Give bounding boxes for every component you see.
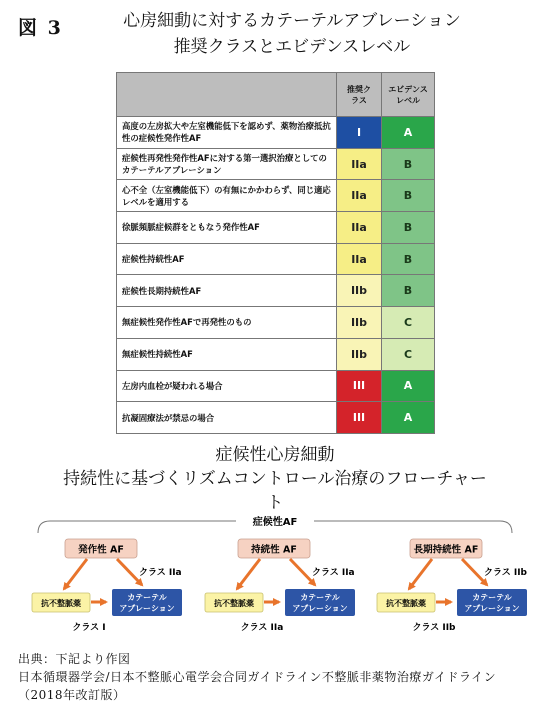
figure-label: 図 3 (18, 17, 63, 39)
flowchart (0, 505, 550, 645)
row-description: 徐脈頻脈症候群をともなう発作性AF (117, 212, 337, 244)
row-evidence: B (382, 212, 435, 244)
bracket-right (314, 521, 512, 533)
flow-column (32, 539, 182, 633)
flow-arrow-left (237, 559, 260, 589)
row-description: 抗凝固療法が禁忌の場合 (117, 402, 337, 434)
flow-bottom-class: クラス I (72, 623, 106, 633)
table-row (117, 117, 435, 149)
row-evidence: C (382, 307, 435, 339)
row-description: 無症候性発作性AFで再発性のもの (117, 307, 337, 339)
flow-top-label: 長期持続性 AF (413, 544, 479, 556)
row-class: IIb (337, 338, 382, 370)
table-row (117, 148, 435, 180)
row-class: IIb (337, 275, 382, 307)
row-evidence: A (382, 402, 435, 434)
row-class: IIa (337, 243, 382, 275)
flow-top-label: 発作性 AF (78, 544, 124, 556)
flow-right-class: クラス IIa (139, 568, 182, 578)
flow-ablation-label: カテーテルアブレーション (119, 593, 175, 613)
flow-arrow-left (409, 559, 432, 589)
table-row (117, 370, 435, 402)
flow-ablation-label: カテーテルアブレーション (464, 593, 520, 613)
row-evidence: B (382, 180, 435, 212)
table-row (117, 402, 435, 434)
subtitle-line-2: 持続性に基づくリズムコントロール治療のフローチャート (63, 469, 487, 513)
row-description: 症候性持続性AF (117, 243, 337, 275)
row-class: I (337, 117, 382, 149)
row-class: IIa (337, 180, 382, 212)
flow-right-class: クラス IIb (484, 568, 528, 578)
flow-arrow-left (64, 559, 87, 589)
row-class: IIb (337, 307, 382, 339)
row-evidence: A (382, 370, 435, 402)
flow-top-label: 持続性 AF (251, 544, 297, 556)
row-evidence: A (382, 117, 435, 149)
figure-title (92, 8, 492, 60)
row-description: 症候性再発性発作性AFに対する第一選択治療としてのカテーテルアブレーション (117, 148, 337, 180)
flow-column (205, 539, 355, 633)
row-description: 高度の左房拡大や左室機能低下を認めず、薬物治療抵抗性の症候性発作性AF (117, 117, 337, 149)
table-row (117, 243, 435, 275)
row-description: 無症候性持続性AF (117, 338, 337, 370)
flow-bottom-class: クラス IIb (412, 623, 456, 633)
bracket-left (38, 521, 236, 533)
row-class: III (337, 402, 382, 434)
table-row (117, 338, 435, 370)
header-description (117, 73, 337, 117)
table-row (117, 275, 435, 307)
row-evidence: B (382, 243, 435, 275)
recommendation-table (116, 72, 435, 434)
flow-bottom-class: クラス IIa (240, 623, 284, 633)
row-description: 心不全（左室機能低下）の有無にかかわらず、同じ適応レベルを適用する (117, 180, 337, 212)
row-description: 左房内血栓が疑われる場合 (117, 370, 337, 402)
source-line-1: 出典：下記より作図 (18, 652, 131, 666)
row-evidence: C (382, 338, 435, 370)
flow-drug-label: 抗不整脈薬 (386, 599, 426, 608)
flow-drug-label: 抗不整脈薬 (41, 599, 81, 608)
flow-ablation-label: カテーテルアブレーション (292, 593, 348, 613)
row-class: III (337, 370, 382, 402)
flow-right-class: クラス IIa (312, 568, 355, 578)
flow-column (377, 539, 528, 633)
row-class: IIa (337, 148, 382, 180)
flow-drug-label: 抗不整脈薬 (214, 599, 254, 608)
row-evidence: B (382, 148, 435, 180)
table-header-row (117, 73, 435, 117)
source-note (18, 650, 538, 704)
header-evidence: エビデンスレベル (382, 73, 435, 117)
table-row (117, 307, 435, 339)
row-evidence: B (382, 275, 435, 307)
table-row (117, 180, 435, 212)
row-class: IIa (337, 212, 382, 244)
title-line-2: 推奨クラスとエビデンスレベル (173, 37, 411, 57)
subtitle-line-1: 症候性心房細動 (215, 445, 335, 465)
table-row (117, 212, 435, 244)
row-description: 症候性長期持続性AF (117, 275, 337, 307)
source-line-2: 日本循環器学会/日本不整脈心電学会合同ガイドライン不整脈非薬物治療ガイドライン（2018年改訂版） (18, 670, 497, 702)
header-class: 推奨クラス (337, 73, 382, 117)
title-line-1: 心房細動に対するカテーテルアブレーション (123, 11, 461, 31)
group-label: 症候性AF (252, 517, 298, 528)
